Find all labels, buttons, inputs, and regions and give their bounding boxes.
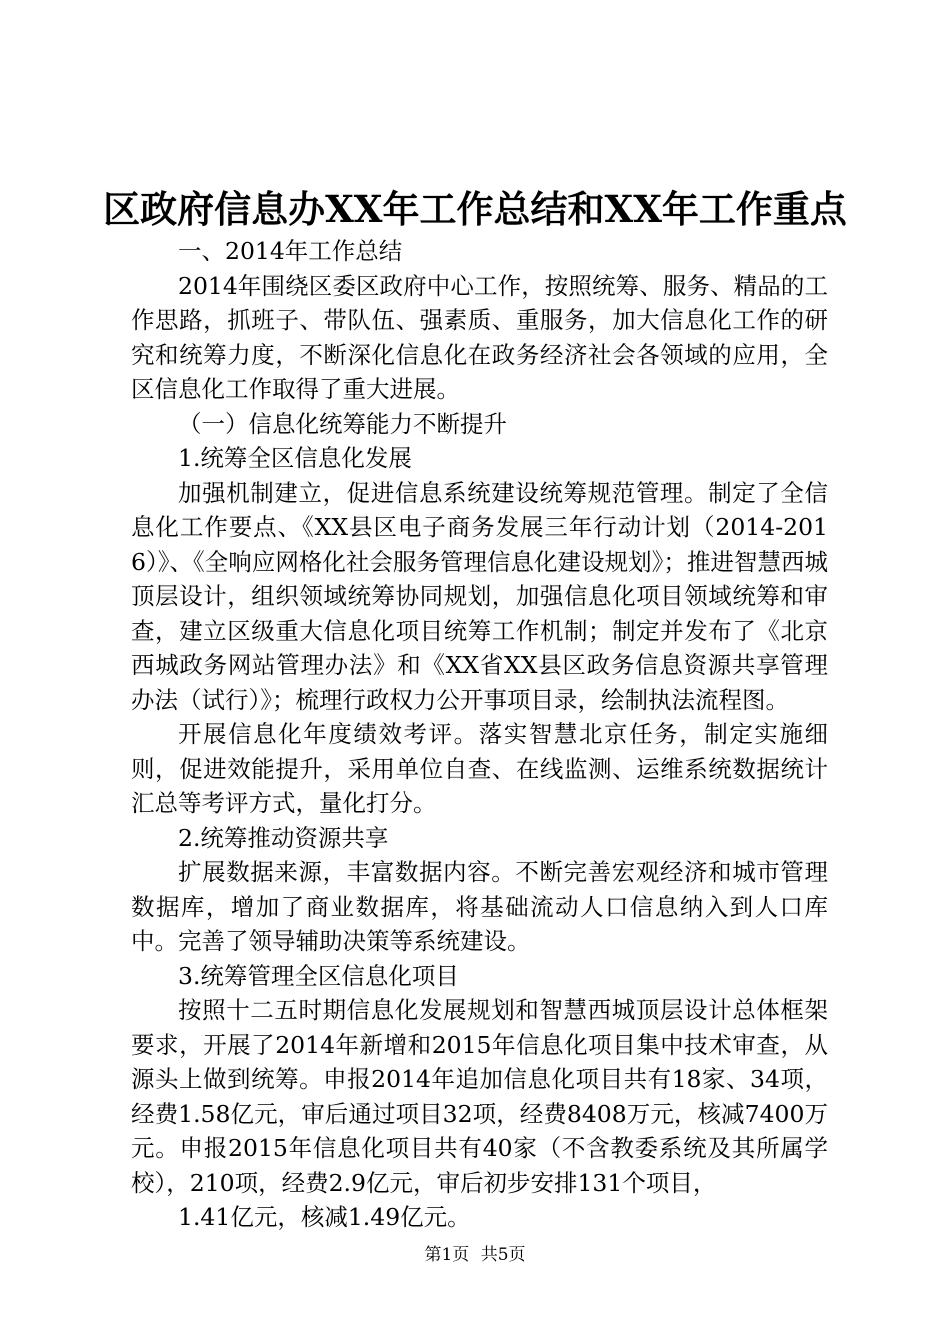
page-number: 第1页: [424, 1245, 470, 1265]
body-paragraph: 扩展数据来源，丰富数据内容。不断完善宏观经济和城市管理数据库，增加了商业数据库，将基础流动人口信息纳入到人口库中。完善了领导辅助决策等系统建设。: [131, 858, 828, 955]
item-heading: 1.统筹全区信息化发展: [178, 444, 412, 472]
page-footer: [0, 1243, 950, 1267]
body-paragraph: 开展信息化年度绩效考评。落实智慧北京任务，制定实施细则，促进效能提升，采用单位自查、在线监测、运维系统数据统计汇总等考评方式，量化打分。: [131, 720, 828, 817]
subsection-heading: （一）信息化统筹能力不断提升: [178, 409, 507, 438]
body-paragraph: 按照十二五时期信息化发展规划和智慧西城顶层设计总体框架要求，开展了2014年新增和2015年信息化项目集中技术审查，从源头上做到统筹。申报2014年追加信息化项目共有18家、34项，经费1.58亿元，审后通过项目32项，经费8408万元，核减7400万元。申报2015年信息化项目共有40家（不含教委系统及其所属学校），210项，经费2.9亿元，审后初步安排131个项目，: [131, 996, 828, 1197]
item-heading: 2.统筹推动资源共享: [178, 823, 389, 852]
body-paragraph: 2014年围绕区委区政府中心工作，按照统筹、服务、精品的工作思路，抓班子、带队伍、强素质、重服务，加大信息化工作的研究和统筹力度，不断深化信息化在政务经济社会各领域的应用，全区信息化工作取得了重大进展。: [131, 271, 828, 403]
document-title: 区政府信息办XX年工作总结和XX年工作重点: [103, 187, 847, 231]
section-heading: 一、2014年工作总结: [178, 237, 403, 265]
item-heading: 3.统筹管理全区信息化项目: [178, 961, 459, 990]
document-body: [131, 234, 828, 1235]
body-paragraph: 1.41亿元，核减1.49亿元。: [178, 1203, 471, 1231]
body-paragraph: 加强机制建立，促进信息系统建设统筹规范管理。制定了全信息化工作要点、《XX县区电子商务发展三年行动计划（2014-2016）》、《全响应网格化社会服务管理信息化建设规划》；推进智慧西城顶层设计，组织领域统筹协同规划，加强信息化项目领域统筹和审查，建立区级重大信息化项目统筹工作机制；制定并发布了《北京西城政务网站管理办法》和《XX省XX县区政务信息资源共享管理办法（试行）》；梳理行政权力公开事项目录，绘制执法流程图。: [131, 478, 828, 714]
page-total: 共5页: [480, 1245, 526, 1265]
